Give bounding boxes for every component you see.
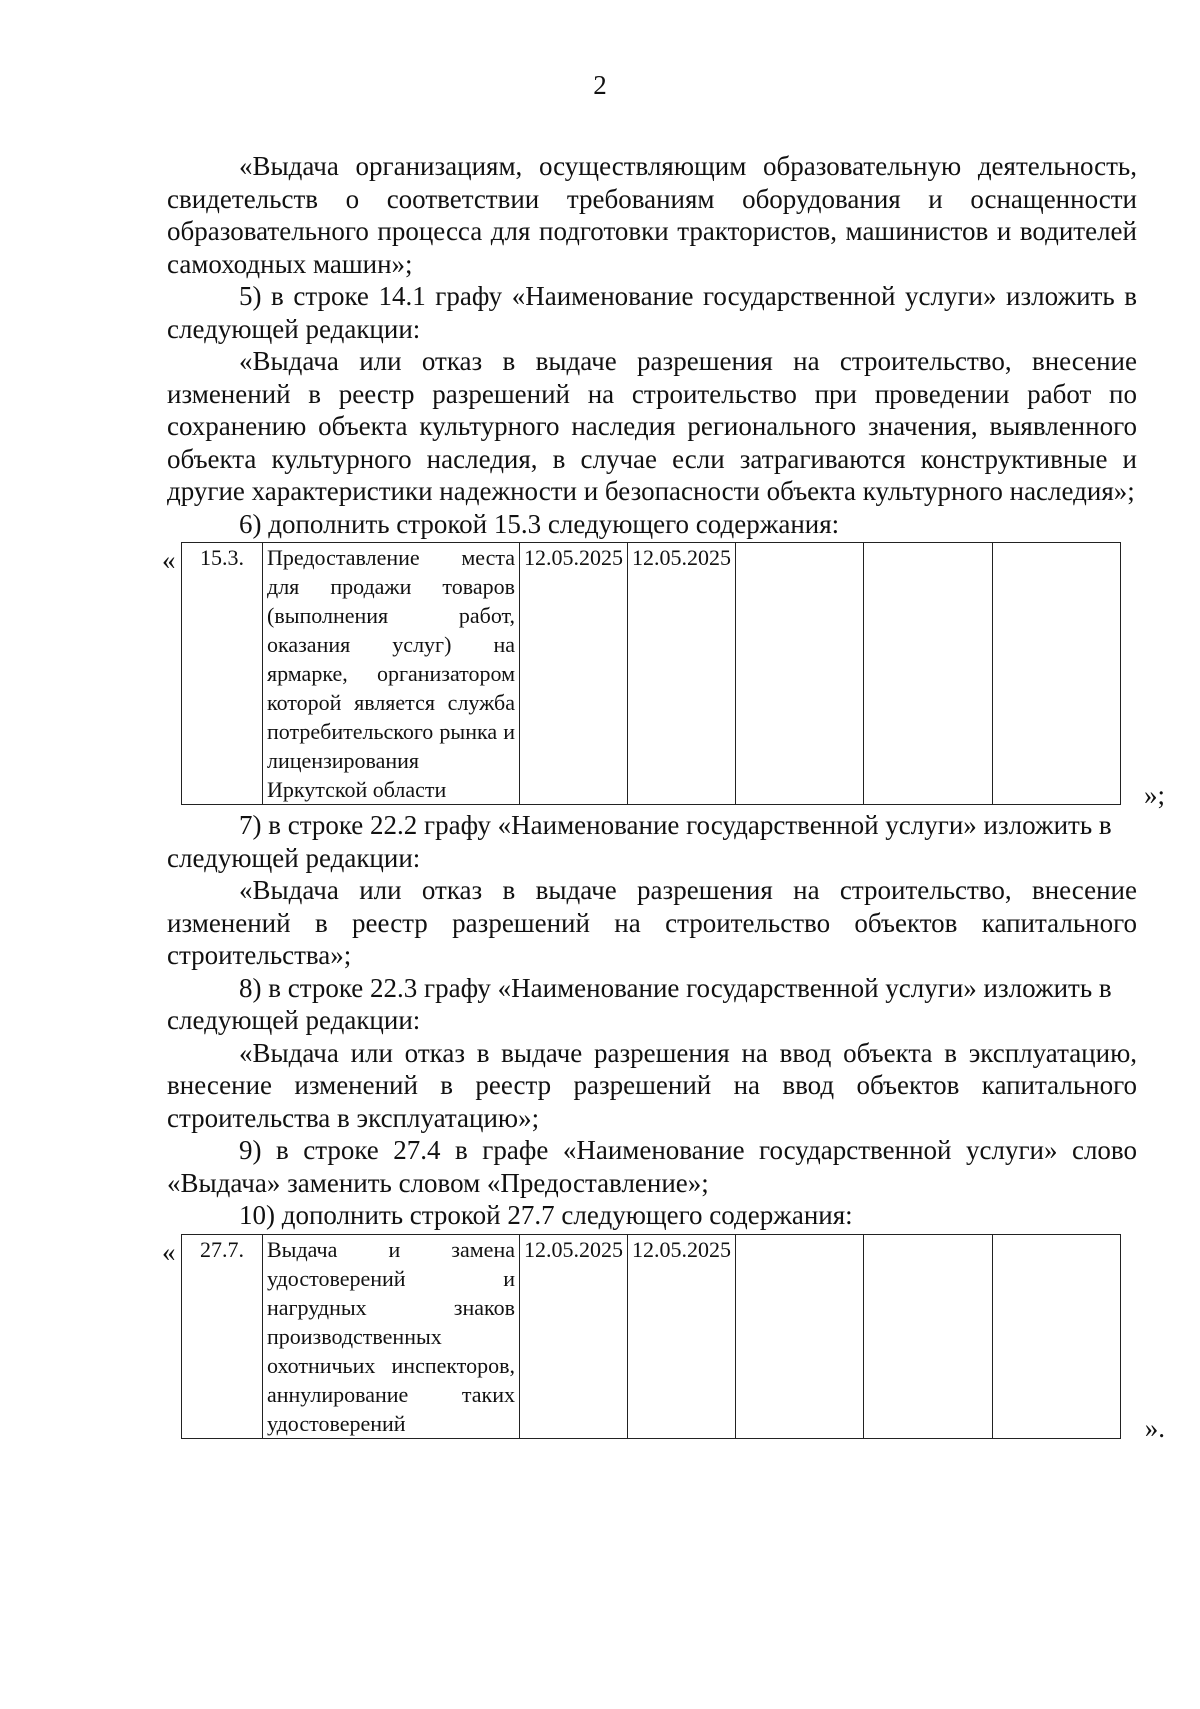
paragraph: 5) в строке 14.1 графу «Наименование государственной услуги» изложить в следующей редакции: xyxy=(167,281,1137,344)
date-cell: 12.05.2025 xyxy=(628,1234,736,1438)
empty-cell xyxy=(864,543,992,805)
paragraph: «Выдача или отказ в выдаче разрешения на строительство, внесение изменений в реестр разрешений на строительство при проведении работ по сохранению объекта культурного наследия регионального значения, выявленного объекта культурного наследия, в случае если затрагиваются конструктивные и другие характеристики надежности и безопасности объекта культурного наследия»; xyxy=(167,346,1137,506)
date-cell: 12.05.2025 xyxy=(520,543,628,805)
paragraph: «Выдача организациям, осуществляющим образовательную деятельность, свидетельств о соответствии требованиям оборудования и оснащенности образовательного процесса для подготовки трактористов, машинистов и водителей самоходных машин»; xyxy=(167,151,1137,279)
date-cell: 12.05.2025 xyxy=(628,543,736,805)
inserted-row-table-27-7 xyxy=(162,1234,1165,1443)
paragraph: 7) в строке 22.2 графу «Наименование государственной услуги» изложить в следующей редакции: xyxy=(167,810,1112,873)
table-row xyxy=(182,1234,1121,1438)
paragraph: 10) дополнить строкой 27.7 следующего содержания: xyxy=(239,1200,853,1230)
quote-open: « xyxy=(162,1236,176,1267)
quote-close: ». xyxy=(1144,1413,1165,1443)
paragraph: 6) дополнить строкой 15.3 следующего содержания: xyxy=(239,508,840,539)
table xyxy=(181,1234,1121,1439)
empty-cell xyxy=(992,543,1120,805)
date-cell: 12.05.2025 xyxy=(520,1234,628,1438)
inserted-row-table-15-3 xyxy=(162,542,1165,810)
service-name-cell: Выдача и замена удостоверений и нагрудных знаков производственных охотничьих инспекторов, аннулирование таких удостоверений xyxy=(263,1234,520,1438)
quote-open: « xyxy=(162,545,176,575)
paragraph: 9) в строке 27.4 в графе «Наименование государственной услуги» слово «Выдача» заменить словом «Предоставление»; xyxy=(167,1135,1137,1198)
page-number: 2 xyxy=(593,70,607,100)
row-number-cell: 15.3. xyxy=(182,543,263,805)
empty-cell xyxy=(992,1234,1120,1438)
paragraph: «Выдача или отказ в выдаче разрешения на строительство, внесение изменений в реестр разрешений на строительство объектов капитального строительства»; xyxy=(167,875,1137,970)
paragraph: «Выдача или отказ в выдаче разрешения на ввод объекта в эксплуатацию, внесение изменений в реестр разрешений на ввод объектов капитального строительства в эксплуатацию»; xyxy=(167,1037,1137,1133)
empty-cell xyxy=(736,1234,864,1438)
table xyxy=(181,542,1121,805)
table-row xyxy=(182,543,1121,805)
paragraph: 8) в строке 22.3 графу «Наименование государственной услуги» изложить в следующей редакции: xyxy=(167,972,1112,1035)
document-body xyxy=(162,150,1165,1443)
quote-close: »; xyxy=(1143,779,1165,810)
empty-cell xyxy=(864,1234,992,1438)
row-number-cell: 27.7. xyxy=(182,1234,263,1438)
service-name-cell: Предоставление места для продажи товаров (выполнения работ, оказания услуг) на ярмарке, организатором которой является служба потребительского рынка и лицензирования Иркутской области xyxy=(263,543,520,805)
empty-cell xyxy=(736,543,864,805)
